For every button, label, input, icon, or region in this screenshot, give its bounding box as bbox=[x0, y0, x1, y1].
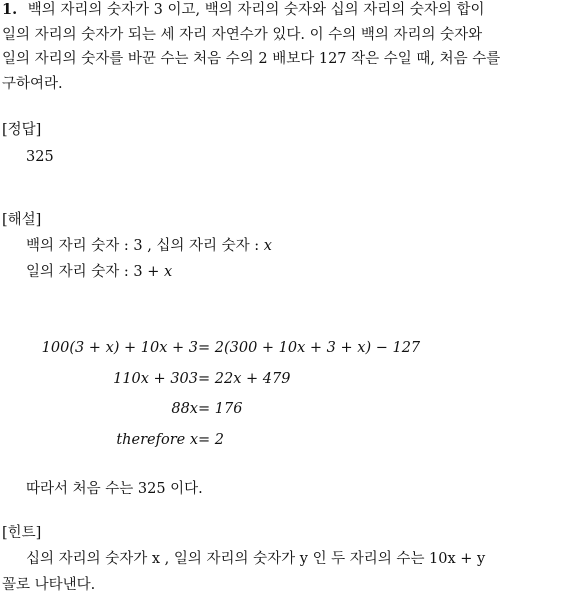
problem-line-1: 백의 자리의 숫자가 3 이고, 백의 자리의 숫자와 십의 자리의 숫자의 합이 bbox=[27, 2, 485, 18]
equation-row: 88x= 176 bbox=[171, 401, 243, 417]
hint-heading: [힌트] bbox=[2, 525, 42, 541]
variable-x: x bbox=[163, 264, 173, 280]
problem-line-4: 구하여라. bbox=[2, 76, 63, 92]
explanation-line-1: 백의 자리 숫자 : 3 , 십의 자리 숫자 : bbox=[26, 238, 264, 254]
answer-value: 325 bbox=[26, 149, 54, 165]
explanation-heading: [해설] bbox=[2, 212, 42, 228]
equation-row: 110x + 303= 22x + 479 bbox=[113, 371, 291, 387]
problem-number: 1. bbox=[2, 1, 18, 18]
hint-line-2: 꼴로 나타낸다. bbox=[2, 577, 96, 593]
hint-line-1: 십의 자리의 숫자가 x , 일의 자리의 숫자가 y 인 두 자리의 수는 10x + y bbox=[26, 551, 486, 567]
variable-x: x bbox=[263, 238, 272, 254]
equation-row: 100(3 + x) + 10x + 3= 2(300 + 10x + 3 + x) − 127 bbox=[41, 340, 421, 356]
explanation-line-2: 일의 자리 숫자 : 3 + bbox=[26, 264, 164, 280]
answer-heading: [정답] bbox=[2, 122, 42, 138]
explanation-conclusion: 따라서 처음 수는 325 이다. bbox=[26, 481, 203, 497]
problem-line-2: 일의 자리의 숫자가 되는 세 자리 자연수가 있다. 이 수의 백의 자리의 숫자와 bbox=[2, 27, 483, 43]
problem-line-3: 일의 자리의 숫자를 바꾼 수는 처음 수의 2 배보다 127 작은 수일 때, 처음 수를 bbox=[2, 51, 501, 67]
equation-row: therefore x= 2 bbox=[116, 432, 224, 448]
